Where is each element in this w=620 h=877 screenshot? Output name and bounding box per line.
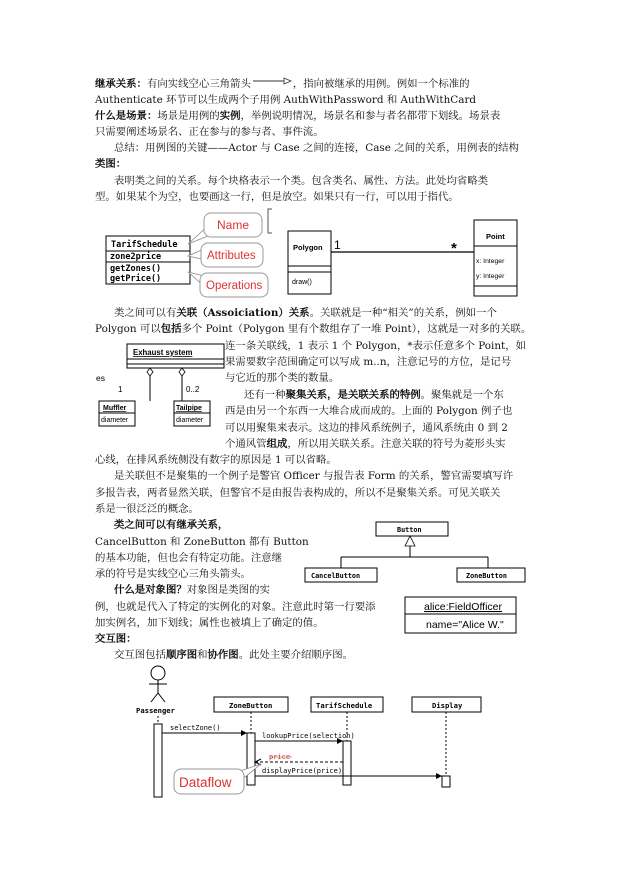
mult-tailpipe: 0..2 (186, 385, 200, 394)
para-inherit-line2: Authenticate 环节可以生成两个子用例 AuthWithPassword 和 AuthWithCard (95, 94, 477, 106)
assoc-line2: Polygon 可以包括多个 Point（Polygon 里有个数组存了一堆 Point），这就是一对多的关联。 (95, 323, 532, 335)
inherit-l4: 承的符号是实线空心三角头箭头。 (95, 568, 251, 580)
assoc-l10: 多报告表，两者显然关联，但警官不是由报告表构成的，所以不是聚集关系。可见关联关 (95, 487, 501, 499)
tarif-op1: getZones() (110, 264, 162, 274)
point-attr-x: x: Integer (476, 258, 505, 265)
assoc-l11: 系是一很泛泛的概念。 (95, 503, 199, 515)
inherit-l3: 的基本功能，但也会有特定功能。注意继 (95, 552, 283, 564)
sequence-diagram (136, 666, 481, 797)
zone-class-name: ZoneButton (466, 572, 507, 580)
assoc-r7: 个通风管组成，所以用关联关系。注意关联的符号为菱形头实 (225, 438, 506, 450)
tarif-class-name: TarifSchedule (111, 240, 178, 250)
display-lifeline-label: Display (432, 701, 463, 710)
object-attr: name="Alice W." (426, 619, 504, 631)
assoc-l9: 是关联但不是聚集的一个例子是警官 Officer 与报告表 Form 的关系，警官需要填写许 (114, 470, 514, 482)
actor-label: Passenger (136, 706, 175, 715)
callout-operations-text: Operations (206, 280, 263, 292)
button-class-name: Button (397, 526, 422, 534)
object-header: alice:FieldOfficer (424, 601, 503, 613)
tarif-lifeline-label: TarifSchedule (316, 701, 373, 710)
summary-text: 总结：用例图的关键——Actor 与 Case 之间的连接，Case 之间的关系，用例表的结构 (114, 142, 519, 154)
para-inherit-line1: 继承关系：有向实线空心三角箭头 ，指向被继承的用例。例如一个标准的 (95, 77, 470, 91)
muffler-class-name: Muffler (103, 405, 127, 412)
point-class-name: Point (486, 232, 505, 241)
assoc-r3: 与它近的那个类的数量。 (225, 372, 340, 384)
para-scene-line1: 什么是场景：场景是用例的实例，举例说明情况，场景名和参与者名都带下划线。场景表 (95, 110, 501, 122)
mult-muffler: 1 (118, 385, 123, 394)
assoc-r6: 可以用聚集来表示。这边的排风系统例子，通风系统由 0 到 2 (225, 422, 508, 434)
class-para-line2: 型。如果某个为空，也要画这一行，但是放空。如果只有一行，可以用于指代。 (95, 191, 459, 203)
callout-name-text: Name (217, 218, 250, 232)
msg-price: price (269, 753, 291, 761)
edge-fragment: es (96, 373, 105, 383)
tarif-attr: zone2price (110, 252, 162, 262)
multiplicity-many: * (451, 240, 457, 257)
actor-icon (151, 666, 165, 680)
assoc-l8: 心线，在排风系统侧没有数字的原因是 1 可以省略。 (95, 454, 337, 466)
polygon-class-name: Polygon (293, 243, 323, 252)
class-para-line1: 表明类之间的关系。每个块格表示一个类。包含类名、属性、方法。此处均省略类 (114, 175, 489, 187)
exhaust-class-name: Exhaust system (133, 348, 193, 357)
object-l2: 例，也就是代入了特定的实例化的对象。注意此时第一行要添 (95, 601, 376, 613)
assoc-r2: 果需要数字范围确定可以写成 m..n，注意记号的方位，是记号 (225, 356, 512, 368)
assoc-line1: 类之间可以有关联（Assoiciation）关系。关联就是一种“相关”的关系，例如一个 (114, 307, 497, 319)
inherit-l1: 类之间可以有继承关系， (114, 519, 229, 531)
cancel-class-name: CancelButton (311, 572, 361, 580)
msg-select-zone: selectZone() (170, 724, 221, 732)
muffler-attr: diameter (101, 417, 129, 424)
callout-dataflow-text: Dataflow (179, 775, 232, 790)
zone-lifeline-label: ZoneButton (229, 701, 273, 710)
polygon-op: draw() (292, 279, 312, 286)
msg-lookup-price: lookupPrice(selection) (262, 732, 355, 740)
para-scene-line2: 只需要阐述场景名、正在参与的参与者、事件流。 (95, 126, 324, 138)
class-diagram-heading: 类图： (95, 158, 127, 170)
object-l1: 什么是对象图？对象图是类图的实 (114, 584, 270, 596)
assoc-r1: 连一条关联线，1 表示 1 个 Polygon，*表示任意多个 Point，如 (225, 340, 526, 352)
point-attr-y: y: Integer (476, 273, 505, 280)
assoc-r4: 还有一种聚集关系，是关联关系的特例。聚集就是一个东 (244, 389, 504, 401)
assoc-r5: 西是由另一个东西一大堆合成而成的。上面的 Polygon 例子也 (225, 405, 513, 417)
tailpipe-class-name: Tailpipe (176, 405, 202, 412)
interaction-heading: 交互图： (95, 633, 137, 645)
msg-display-price: displayPrice(price) (262, 767, 343, 775)
inherit-l2: CancelButton 和 ZoneButton 都有 Button (95, 536, 309, 548)
tailpipe-attr: diameter (176, 417, 204, 424)
interaction-line1: 交互图包括顺序图和协作图。此处主要介绍顺序图。 (114, 649, 353, 661)
object-l3: 加实例名，加下划线；属性也被填上了确定的值。 (95, 617, 324, 629)
callout-attributes-text: Attributes (207, 250, 256, 262)
para-inherit-label: 继承关系： (95, 78, 147, 90)
multiplicity-one: 1 (334, 238, 341, 252)
tarif-op2: getPrice() (110, 274, 162, 284)
